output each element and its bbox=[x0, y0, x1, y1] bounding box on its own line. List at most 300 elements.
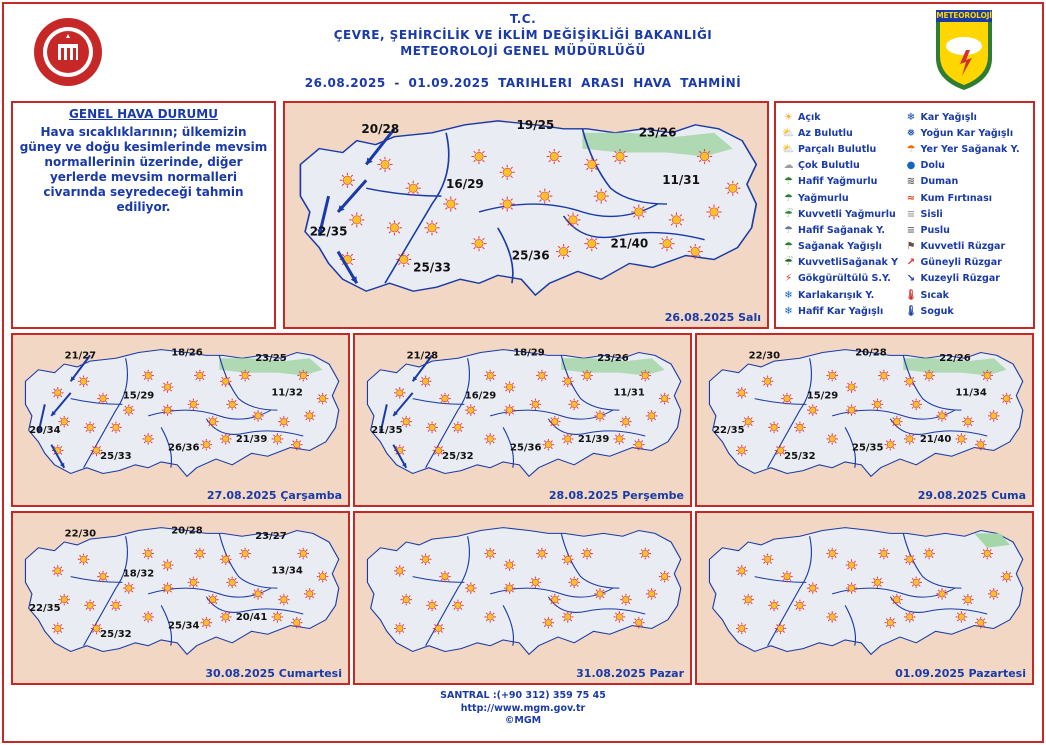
sun-icon bbox=[975, 617, 987, 629]
sun-icon bbox=[537, 189, 552, 204]
sun-icon bbox=[220, 611, 232, 623]
sun-icon bbox=[252, 410, 264, 422]
heavy-snow-icon: ❅ bbox=[906, 127, 916, 139]
sun-icon bbox=[581, 548, 593, 560]
sun-icon bbox=[110, 422, 122, 434]
sun-icon bbox=[1001, 571, 1013, 583]
legend-item bbox=[905, 222, 1028, 238]
sun-icon bbox=[556, 244, 571, 259]
sun-icon bbox=[549, 594, 561, 606]
light-snow-icon: ❄ bbox=[784, 305, 793, 317]
temperature-label: 22/35 bbox=[29, 603, 61, 615]
temperature-label: 15/29 bbox=[806, 390, 839, 402]
sun-icon bbox=[142, 548, 154, 560]
legend-item-label: Sağanak Yağışlı bbox=[798, 241, 882, 253]
temperature-label: 15/29 bbox=[122, 390, 155, 402]
sun-icon bbox=[631, 204, 646, 219]
temperature-label: 23/25 bbox=[255, 353, 287, 365]
legend-item-label: Kuzeyli Rüzgar bbox=[920, 273, 1000, 285]
legend-item bbox=[782, 287, 905, 303]
sun-icon bbox=[52, 565, 64, 577]
sun-icon bbox=[846, 559, 858, 571]
sun-icon bbox=[762, 554, 774, 566]
sun-icon bbox=[471, 149, 486, 164]
sun-icon bbox=[142, 370, 154, 382]
sun-icon bbox=[646, 410, 658, 422]
legend-item-label: Çok Bulutlu bbox=[798, 160, 860, 172]
sun-icon bbox=[424, 220, 439, 235]
sun-icon bbox=[317, 571, 329, 583]
sun-icon bbox=[471, 236, 486, 251]
legend-item-label: Az Bulutlu bbox=[798, 127, 853, 139]
footer-phone: SANTRAL :(+90 312) 359 75 45 bbox=[440, 690, 606, 701]
sun-icon bbox=[885, 439, 897, 451]
sandstorm-icon: ≈ bbox=[906, 192, 916, 204]
legend-item-label: Gökgürültülü S.Y. bbox=[798, 273, 891, 285]
sun-icon bbox=[420, 376, 432, 388]
sun-icon bbox=[910, 399, 922, 411]
smoke-icon: ≋ bbox=[906, 176, 916, 188]
sun-icon bbox=[904, 433, 916, 445]
south-wind-icon: ↗ bbox=[906, 257, 916, 269]
sun-icon bbox=[123, 582, 135, 594]
forecast-map-day-4 bbox=[695, 333, 1034, 507]
general-weather-panel bbox=[11, 101, 276, 329]
sun-icon bbox=[162, 582, 174, 594]
turkey-map bbox=[355, 513, 690, 683]
sun-icon bbox=[78, 376, 90, 388]
temperature-label: 11/31 bbox=[662, 173, 700, 188]
sun-icon bbox=[110, 600, 122, 612]
sun-icon bbox=[484, 433, 496, 445]
sun-icon bbox=[956, 611, 968, 623]
strong-wind-icon: ⚑ bbox=[906, 241, 916, 253]
sun-icon bbox=[304, 588, 316, 600]
temperature-label: 20/28 bbox=[171, 525, 203, 537]
sun-icon bbox=[956, 433, 968, 445]
temperature-label: 21/35 bbox=[371, 425, 403, 437]
legend-item-label: Açık bbox=[798, 111, 821, 123]
sun-icon bbox=[936, 588, 948, 600]
forecast-day-label: 27.08.2025 Çarşamba bbox=[206, 489, 342, 502]
temperature-label: 13/34 bbox=[271, 565, 303, 577]
sun-icon bbox=[84, 422, 96, 434]
legend-item-label: Kuvvetli Rüzgar bbox=[920, 241, 1006, 253]
legend-item-label: Sıcak bbox=[920, 289, 949, 301]
sun-icon bbox=[377, 157, 392, 172]
temperature-label: 21/39 bbox=[235, 433, 268, 445]
partly-cloudy-icon: ⛅ bbox=[782, 143, 795, 155]
sun-icon bbox=[465, 582, 477, 594]
sun-icon bbox=[226, 399, 238, 411]
temperature-label: 22/30 bbox=[64, 528, 97, 540]
sun-icon bbox=[669, 212, 684, 227]
sun-icon bbox=[742, 594, 754, 606]
legend-item bbox=[905, 190, 1028, 206]
temperature-label: 25/33 bbox=[100, 451, 132, 463]
turkey-map bbox=[355, 335, 690, 505]
sun-icon bbox=[239, 548, 251, 560]
legend-item bbox=[905, 141, 1028, 157]
temperature-label: 21/27 bbox=[64, 350, 97, 362]
temperature-label: 11/34 bbox=[955, 387, 987, 399]
sun-icon bbox=[278, 594, 290, 606]
heavy-rain-icon: ☔ bbox=[784, 208, 793, 220]
sun-icon bbox=[452, 422, 464, 434]
sun-icon bbox=[620, 416, 632, 428]
legend-item bbox=[905, 239, 1028, 255]
sun-icon bbox=[194, 548, 206, 560]
sun-icon bbox=[846, 582, 858, 594]
sun-icon bbox=[891, 594, 903, 606]
temperature-label: 23/27 bbox=[255, 531, 287, 543]
header-line-1: T.C. bbox=[509, 12, 537, 26]
sun-icon bbox=[612, 149, 627, 164]
temperature-label: 11/32 bbox=[271, 387, 303, 399]
temperature-label: 20/34 bbox=[29, 425, 61, 437]
sun-icon bbox=[433, 623, 445, 635]
footer-copyright: ©MGM bbox=[504, 715, 542, 726]
sun-icon bbox=[846, 404, 858, 416]
sun-icon bbox=[194, 370, 206, 382]
legend-item bbox=[782, 255, 905, 271]
sun-icon bbox=[794, 600, 806, 612]
sun-icon bbox=[562, 433, 574, 445]
meteoroloji-logo bbox=[932, 10, 996, 90]
sun-icon bbox=[396, 252, 411, 267]
forecast-day-label: 29.08.2025 Cuma bbox=[917, 489, 1026, 502]
light-shower-icon: ☂ bbox=[784, 224, 793, 236]
temperature-label: 11/31 bbox=[613, 387, 645, 399]
thunder-icon: ⚡ bbox=[784, 273, 793, 285]
sun-icon bbox=[846, 381, 858, 393]
sun-icon bbox=[659, 236, 674, 251]
temperature-label: 25/32 bbox=[442, 451, 474, 463]
forecast-period-title: 26.08.2025 - 01.09.2025 TARIHLERI ARASI HAVA TAHMİNİ bbox=[304, 76, 742, 90]
legend-item bbox=[782, 271, 905, 287]
sun-icon bbox=[646, 588, 658, 600]
legend-item-label: Güneyli Rüzgar bbox=[920, 257, 1002, 269]
legend-item bbox=[782, 303, 905, 319]
sun-icon bbox=[297, 548, 309, 560]
shower-icon: ☂ bbox=[784, 241, 793, 253]
legend-item-label: KuvvetliSağanak Y bbox=[798, 257, 898, 269]
sun-icon bbox=[162, 559, 174, 571]
forecast-map-day-7 bbox=[695, 511, 1034, 685]
temperature-label: 18/32 bbox=[122, 568, 155, 580]
legend-item-label: Soguk bbox=[920, 305, 954, 317]
legend-item bbox=[782, 158, 905, 174]
sun-icon bbox=[981, 548, 993, 560]
sun-icon bbox=[349, 212, 364, 227]
temperature-label: 16/29 bbox=[464, 390, 497, 402]
sun-icon bbox=[426, 422, 438, 434]
legend-item bbox=[782, 109, 905, 125]
temperature-label: 26/36 bbox=[167, 442, 200, 454]
sun-icon bbox=[736, 565, 748, 577]
temperature-label: 21/40 bbox=[610, 236, 649, 251]
mist-icon: ≡ bbox=[906, 224, 916, 236]
temperature-label: 25/32 bbox=[784, 451, 816, 463]
sun-icon bbox=[504, 559, 516, 571]
temperature-label: 20/28 bbox=[361, 121, 400, 136]
legend-item-label: Karlakarışık Y. bbox=[798, 289, 875, 301]
legend-item bbox=[905, 174, 1028, 190]
sun-icon bbox=[220, 433, 232, 445]
temperature-label: 23/26 bbox=[638, 125, 677, 140]
sun-icon bbox=[633, 439, 645, 451]
sun-icon bbox=[936, 410, 948, 422]
sun-icon bbox=[565, 212, 580, 227]
sun-icon: ☀ bbox=[784, 111, 793, 123]
sun-icon bbox=[697, 149, 712, 164]
sun-icon bbox=[659, 571, 671, 583]
sun-icon bbox=[594, 189, 609, 204]
meteoroloji-logo-icon bbox=[932, 10, 996, 90]
sun-icon bbox=[706, 204, 721, 219]
legend-item bbox=[905, 125, 1028, 141]
sun-icon bbox=[923, 370, 935, 382]
forecast-day-label: 30.08.2025 Cumartesi bbox=[205, 667, 342, 680]
temperature-label: 21/39 bbox=[577, 433, 610, 445]
local-shower-icon: ☂ bbox=[906, 143, 916, 155]
forecast-map-day-5 bbox=[11, 511, 350, 685]
legend-item-label: Yoğun Kar Yağışlı bbox=[920, 127, 1014, 139]
sun-icon bbox=[923, 548, 935, 560]
legend-item bbox=[905, 303, 1028, 319]
sun-icon bbox=[736, 623, 748, 635]
sun-icon bbox=[317, 393, 329, 405]
sun-icon bbox=[807, 582, 819, 594]
sun-icon bbox=[220, 554, 232, 566]
sun-icon bbox=[252, 588, 264, 600]
legend-item bbox=[782, 239, 905, 255]
sun-icon bbox=[891, 416, 903, 428]
temperature-label: 22/35 bbox=[713, 425, 745, 437]
temperature-label: 25/32 bbox=[100, 629, 132, 641]
sun-icon bbox=[394, 387, 406, 399]
ministry-seal-icon bbox=[32, 16, 104, 88]
sun-icon bbox=[768, 600, 780, 612]
sun-icon bbox=[633, 617, 645, 629]
legend-item bbox=[905, 158, 1028, 174]
temperature-label: 22/26 bbox=[939, 353, 971, 365]
hot-icon: 🌡 bbox=[904, 289, 918, 301]
north-wind-icon: ↘ bbox=[906, 273, 916, 285]
sun-icon bbox=[562, 611, 574, 623]
forecast-map-day-6 bbox=[353, 511, 692, 685]
sun-icon bbox=[885, 617, 897, 629]
sun-icon bbox=[910, 577, 922, 589]
sun-icon bbox=[688, 244, 703, 259]
sun-icon bbox=[988, 410, 1000, 422]
forecast-day-label: 26.08.2025 Salı bbox=[664, 311, 761, 324]
forecast-day-label: 31.08.2025 Pazar bbox=[576, 667, 684, 680]
country-outline bbox=[367, 528, 680, 655]
sun-icon bbox=[226, 577, 238, 589]
sun-icon bbox=[981, 370, 993, 382]
sun-icon bbox=[584, 236, 599, 251]
legend-column-left bbox=[782, 109, 905, 319]
sun-icon bbox=[872, 577, 884, 589]
sun-icon bbox=[123, 404, 135, 416]
sun-icon bbox=[594, 410, 606, 422]
sun-icon bbox=[142, 433, 154, 445]
legend-item bbox=[782, 190, 905, 206]
sun-icon bbox=[620, 594, 632, 606]
sun-icon bbox=[142, 611, 154, 623]
sun-icon bbox=[568, 399, 580, 411]
sun-icon bbox=[962, 594, 974, 606]
turkey-map bbox=[13, 335, 348, 505]
country-outline bbox=[25, 528, 338, 655]
legend-item bbox=[782, 222, 905, 238]
sun-icon bbox=[794, 422, 806, 434]
sun-icon bbox=[304, 410, 316, 422]
sun-icon bbox=[659, 393, 671, 405]
sun-icon bbox=[904, 611, 916, 623]
sun-icon bbox=[762, 376, 774, 388]
sun-icon bbox=[584, 157, 599, 172]
legend-item-label: Hafif Yağmurlu bbox=[798, 176, 878, 188]
legend-item bbox=[782, 125, 905, 141]
turkey-map bbox=[697, 335, 1032, 505]
sun-icon bbox=[52, 387, 64, 399]
temperature-label: 22/30 bbox=[748, 350, 781, 362]
sun-icon bbox=[340, 173, 355, 188]
sun-icon bbox=[394, 623, 406, 635]
sun-icon bbox=[452, 600, 464, 612]
sun-icon bbox=[878, 548, 890, 560]
sun-icon bbox=[504, 582, 516, 594]
legend-item bbox=[905, 287, 1028, 303]
snow-icon: ❄ bbox=[906, 111, 916, 123]
sun-icon bbox=[725, 181, 740, 196]
cloud-icon: ☁ bbox=[783, 160, 794, 172]
sun-icon bbox=[768, 422, 780, 434]
sun-icon bbox=[504, 381, 516, 393]
sun-icon bbox=[52, 623, 64, 635]
forecast-day-label: 01.09.2025 Pazartesi bbox=[895, 667, 1026, 680]
sun-icon bbox=[484, 370, 496, 382]
sun-icon bbox=[443, 196, 458, 211]
ministry-title: ÇEVRE, ŞEHİRCİLİK VE İKLİM DEĞİŞİKLİĞİ BAKANLIĞI bbox=[333, 28, 713, 42]
sun-icon bbox=[736, 387, 748, 399]
legend-item-label: Hafif Kar Yağışlı bbox=[798, 305, 884, 317]
sun-icon bbox=[278, 416, 290, 428]
temperature-label: 18/26 bbox=[171, 347, 203, 359]
general-weather-text: Hava sıcaklıklarının; ülkemizin güney ve doğu kesimlerinde mevsim normallerinin üzerinde, diğer yerlerde mevsim normalleri civarında seyredeceği tahmin ediliyor. bbox=[19, 125, 268, 214]
sun-icon bbox=[162, 404, 174, 416]
sun-icon bbox=[272, 433, 284, 445]
sun-icon bbox=[581, 370, 593, 382]
legend-column-right bbox=[905, 109, 1028, 319]
sun-icon bbox=[188, 577, 200, 589]
sun-icon bbox=[614, 611, 626, 623]
temperature-label: 16/29 bbox=[446, 177, 484, 192]
sun-icon bbox=[826, 370, 838, 382]
sun-icon bbox=[962, 416, 974, 428]
general-weather-title: GENEL HAVA DURUMU bbox=[69, 107, 218, 121]
sun-icon bbox=[736, 445, 748, 457]
sun-icon bbox=[207, 416, 219, 428]
sun-icon bbox=[400, 594, 412, 606]
country-outline bbox=[709, 528, 1022, 655]
sun-icon bbox=[439, 571, 451, 583]
sun-icon bbox=[297, 370, 309, 382]
sun-icon bbox=[826, 611, 838, 623]
legend-item-label: Kar Yağışlı bbox=[920, 111, 977, 123]
sun-icon bbox=[484, 548, 496, 560]
sun-icon bbox=[465, 404, 477, 416]
legend-item bbox=[782, 141, 905, 157]
footer-url[interactable]: http://www.mgm.gov.tr bbox=[460, 703, 586, 714]
temperature-label: 22/35 bbox=[309, 224, 348, 239]
forecast-map-day-3 bbox=[353, 333, 692, 507]
sun-cloud-icon: ⛅ bbox=[782, 127, 795, 139]
forecast-map-day-1 bbox=[283, 101, 769, 329]
temperature-label: 25/36 bbox=[509, 442, 542, 454]
legend-item bbox=[905, 255, 1028, 271]
sun-icon bbox=[562, 554, 574, 566]
legend-item-label: Parçalı Bulutlu bbox=[798, 143, 877, 155]
temperature-label: 25/36 bbox=[511, 248, 550, 263]
turkey-map bbox=[13, 513, 348, 683]
legend-item-label: Kum Fırtınası bbox=[920, 192, 992, 204]
legend-item-label: Kuvvetli Yağmurlu bbox=[798, 208, 896, 220]
sun-icon bbox=[639, 370, 651, 382]
forecast-map-day-2 bbox=[11, 333, 350, 507]
sun-icon bbox=[904, 554, 916, 566]
sun-icon bbox=[536, 548, 548, 560]
legend-item bbox=[782, 206, 905, 222]
legend-item-label: Puslu bbox=[920, 224, 950, 236]
sun-icon bbox=[562, 376, 574, 388]
sun-icon bbox=[781, 393, 793, 405]
sun-icon bbox=[1001, 393, 1013, 405]
fog-icon: ≡ bbox=[906, 208, 916, 220]
sun-icon bbox=[975, 439, 987, 451]
sun-icon bbox=[543, 617, 555, 629]
sun-icon bbox=[568, 577, 580, 589]
sun-icon bbox=[826, 548, 838, 560]
legend-item-label: Sisli bbox=[920, 208, 943, 220]
sun-icon bbox=[878, 370, 890, 382]
cold-icon: 🌡 bbox=[904, 305, 918, 317]
forecast-day-label: 28.08.2025 Perşembe bbox=[548, 489, 684, 502]
legend-item-label: Yağmurlu bbox=[798, 192, 849, 204]
legend-item-label: Duman bbox=[920, 176, 959, 188]
sun-icon bbox=[504, 404, 516, 416]
sun-icon bbox=[530, 399, 542, 411]
heavy-shower-icon: ☔ bbox=[784, 257, 793, 269]
legend-item bbox=[905, 206, 1028, 222]
legend-item-label: Yer Yer Sağanak Y. bbox=[920, 143, 1020, 155]
temperature-label: 18/29 bbox=[513, 347, 545, 359]
sun-icon bbox=[272, 611, 284, 623]
sun-icon bbox=[291, 439, 303, 451]
temperature-label: 25/35 bbox=[851, 442, 884, 454]
legend-item bbox=[905, 271, 1028, 287]
sun-icon bbox=[988, 588, 1000, 600]
sun-icon bbox=[207, 594, 219, 606]
sun-icon bbox=[500, 196, 515, 211]
sun-icon bbox=[220, 376, 232, 388]
temperature-label: 20/41 bbox=[235, 611, 268, 623]
directorate-title: METEOROLOJİ GENEL MÜDÜRLÜĞÜ bbox=[400, 44, 646, 58]
sun-icon bbox=[162, 381, 174, 393]
sun-icon bbox=[781, 571, 793, 583]
